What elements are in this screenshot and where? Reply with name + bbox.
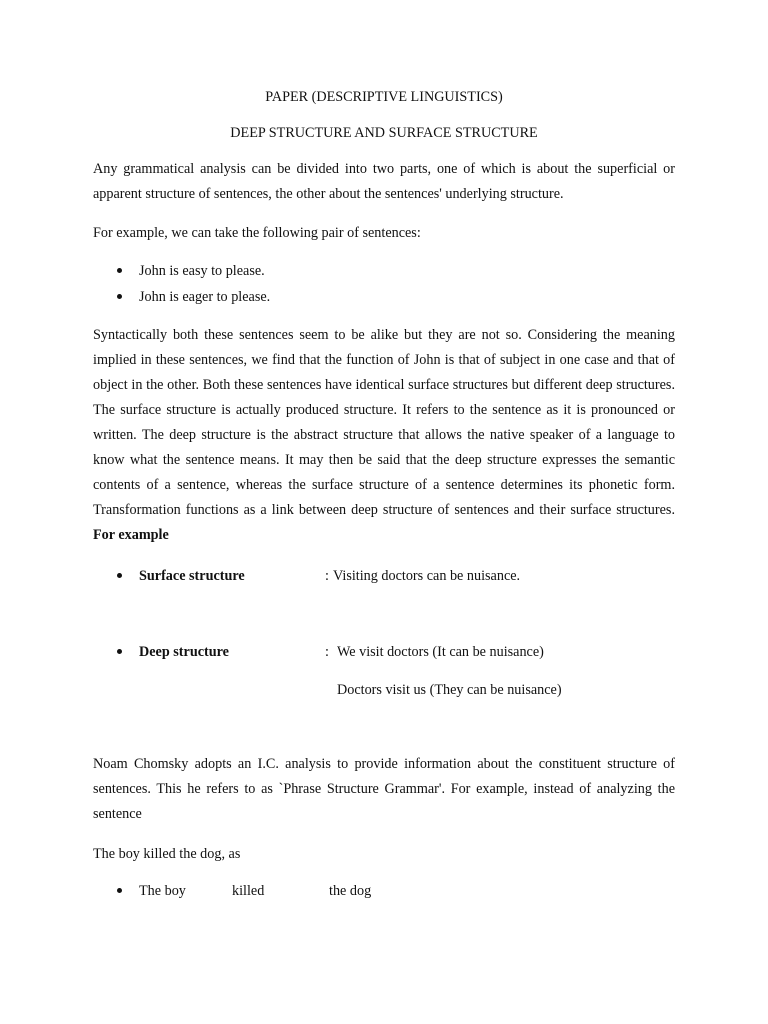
- ic-part-object: the dog: [329, 883, 372, 899]
- example-sentence: The boy killed the dog, as: [93, 846, 241, 862]
- surface-structure-value: Visiting doctors can be nuisance.: [333, 568, 521, 584]
- bullet-icon: [117, 294, 122, 299]
- bullet-icon: [117, 888, 122, 893]
- bullet-icon: [117, 649, 122, 654]
- bullet-item-easy: John is easy to please.: [139, 263, 265, 279]
- deep-structure-value-2: Doctors visit us (They can be nuisance): [337, 682, 562, 698]
- ic-part-subject: The boy: [139, 883, 186, 899]
- body-paragraph: [93, 323, 675, 548]
- deep-structure-colon: :: [325, 644, 329, 660]
- intro-paragraph: Any grammatical analysis can be divided into two parts, one of which is about the superficial or apparent structure of sentences, the other about the sentences' underlying structure.: [93, 161, 675, 202]
- document-title: DEEP STRUCTURE AND SURFACE STRUCTURE: [230, 125, 538, 141]
- deep-structure-value-1: We visit doctors (It can be nuisance): [337, 644, 544, 660]
- bullet-item-eager: John is eager to please.: [139, 289, 271, 305]
- for-example-bold: For example: [93, 527, 169, 543]
- bullet-icon: [117, 573, 122, 578]
- ic-part-verb: killed: [232, 883, 265, 899]
- surface-structure-label: Surface structure: [139, 568, 245, 584]
- example-lead-paragraph: For example, we can take the following pair of sentences:: [93, 225, 421, 241]
- bullet-icon: [117, 268, 122, 273]
- surface-structure-colon: :: [325, 568, 329, 584]
- chomsky-paragraph: Noam Chomsky adopts an I.C. analysis to provide information about the constituent structure of sentences. This he refers to as `Phrase Structure Grammar'. For example, instead of analyzing the sentence: [93, 756, 675, 822]
- paper-heading: PAPER (DESCRIPTIVE LINGUISTICS): [265, 89, 503, 105]
- deep-structure-label: Deep structure: [139, 644, 229, 660]
- body-text: Syntactically both these sentences seem to be alike but they are not so. Considering the meaning implied in these sentences, we find that the function of John is that of subject in one case and that of object in the other. Both these sentences have identical surface structures but different deep structures. The surface structure is actually produced structure. It refers to the sentence as it is pronounced or written. The deep structure is the abstract structure that allows the native speaker of a language to know what the sentence means. It may then be said that the deep structure expresses the semantic contents of a sentence, whereas the surface structure of a sentence determines its phonetic form. Transformation functions as a link between deep structure of sentences and their surface structures.: [93, 327, 675, 518]
